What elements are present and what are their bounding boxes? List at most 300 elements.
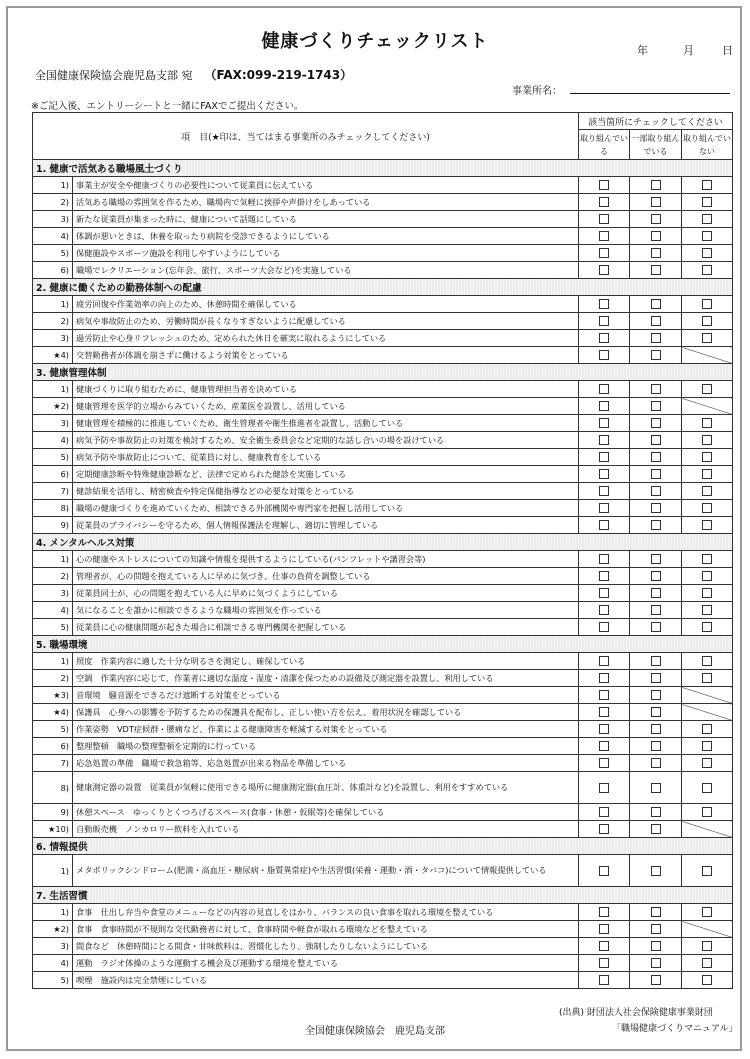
not-applicable-slash — [682, 347, 733, 364]
partly-checkbox[interactable] — [651, 924, 661, 934]
checkbox-cell — [579, 721, 630, 738]
checkbox-cell — [630, 500, 682, 517]
section-title: 5. 職場環境 — [33, 636, 733, 653]
item-number: 6) — [33, 738, 73, 755]
item-text: 職場の健康づくりを進めていくため、相談できる外部機関や専門家を把握し活用している — [73, 500, 579, 517]
checkbox-cell — [682, 972, 733, 989]
section-title: 1. 健康で活気ある職場風土づくり — [33, 160, 733, 177]
item-text: 健康管理を医学的立場からみていくため、産業医を設置し、活用している — [73, 398, 579, 415]
partly-checkbox[interactable] — [651, 452, 661, 462]
item-text: 病気予防や事故防止の対策を検討するため、安全衛生委員会など定期的な話し合いの場を設けている — [73, 432, 579, 449]
item-number: 1) — [33, 177, 73, 194]
section-title: 6. 情報提供 — [33, 838, 733, 855]
header-doing: 取り組んでいる — [579, 130, 630, 160]
not-doing-checkbox[interactable] — [702, 469, 712, 479]
partly-checkbox[interactable] — [651, 907, 661, 917]
checkbox-cell — [682, 211, 733, 228]
checkbox-cell — [579, 177, 630, 194]
checkbox-cell — [579, 972, 630, 989]
item-number: 1) — [33, 296, 73, 313]
checkbox-cell — [630, 483, 682, 500]
checkbox-cell — [630, 517, 682, 534]
doing-checkbox[interactable] — [599, 941, 609, 951]
doing-checkbox[interactable] — [599, 707, 609, 717]
checkbox-cell — [682, 432, 733, 449]
checklist-row — [33, 483, 733, 500]
not-doing-checkbox[interactable] — [702, 907, 712, 917]
checklist-row — [33, 415, 733, 432]
checkbox-cell — [579, 653, 630, 670]
checkbox-cell — [630, 904, 682, 921]
checkbox-cell — [579, 296, 630, 313]
recipient-line — [35, 66, 352, 83]
checklist-row — [33, 704, 733, 721]
item-text: 作業姿勢 VDT症候群・腰痛など、作業による健康障害を軽減する対策をとっている — [73, 721, 579, 738]
partly-checkbox[interactable] — [651, 214, 661, 224]
not-applicable-slash — [682, 398, 733, 415]
item-text: 活気ある職場の雰囲気を作るため、職場内で気軽に挨拶や声掛けをしあっている — [73, 194, 579, 211]
checklist-row — [33, 211, 733, 228]
item-text: 管理者が、心の問題を抱えている人に早めに気づき、仕事の負荷を調整している — [73, 568, 579, 585]
not-doing-checkbox[interactable] — [702, 958, 712, 968]
item-text: 保護具 心身への影響を予防するための保護具を配布し、正しい使い方を伝え、着用状況を確認している — [73, 704, 579, 721]
checklist-row — [33, 228, 733, 245]
partly-checkbox[interactable] — [651, 783, 661, 793]
fax-number: （FAX:099-219-1743） — [204, 68, 353, 82]
item-number: 7) — [33, 483, 73, 500]
partly-checkbox[interactable] — [651, 418, 661, 428]
item-number: 5) — [33, 972, 73, 989]
checkbox-cell — [682, 738, 733, 755]
doing-checkbox[interactable] — [599, 571, 609, 581]
checkbox-cell — [579, 398, 630, 415]
item-text: メタボリックシンドローム(肥満・高血圧・糖尿病・脂質異常症)や生活習慣(栄養・運動・酒・タバコ)について情報提供している — [73, 855, 579, 887]
item-number: 9) — [33, 804, 73, 821]
doing-checkbox[interactable] — [599, 588, 609, 598]
checkbox-cell — [579, 687, 630, 704]
checklist-row — [33, 772, 733, 804]
doing-checkbox[interactable] — [599, 975, 609, 985]
partly-checkbox[interactable] — [651, 758, 661, 768]
checklist-row — [33, 432, 733, 449]
partly-checkbox[interactable] — [651, 571, 661, 581]
section-row — [33, 279, 733, 296]
checklist-row — [33, 262, 733, 279]
partly-checkbox[interactable] — [651, 231, 661, 241]
checkbox-cell — [630, 551, 682, 568]
checkbox-cell — [682, 177, 733, 194]
checkbox-cell — [630, 432, 682, 449]
item-number: 5) — [33, 721, 73, 738]
item-text: 心の健康やストレスについての知識や情報を提供するようにしている(パンフレットや講習会等) — [73, 551, 579, 568]
partly-checkbox[interactable] — [651, 958, 661, 968]
doing-checkbox[interactable] — [599, 469, 609, 479]
checkbox-cell — [682, 619, 733, 636]
checkbox-cell — [579, 955, 630, 972]
checkbox-cell — [579, 755, 630, 772]
not-applicable-slash — [682, 821, 733, 838]
checklist-row — [33, 755, 733, 772]
checkbox-cell — [579, 262, 630, 279]
checkbox-cell — [682, 483, 733, 500]
not-doing-checkbox[interactable] — [702, 316, 712, 326]
checkbox-cell — [579, 245, 630, 262]
item-number: 2) — [33, 313, 73, 330]
checklist-row — [33, 821, 733, 838]
source-line-1: (出典) 財団法人社会保険健康事業財団 — [559, 1008, 713, 1018]
doing-checkbox[interactable] — [599, 758, 609, 768]
checkbox-cell — [682, 381, 733, 398]
item-number: 1) — [33, 551, 73, 568]
item-text: 休憩スペース ゆっくりとくつろげるスペース(食事・休憩・仮眠等)を確保している — [73, 804, 579, 821]
checkbox-cell — [630, 602, 682, 619]
item-number: 9) — [33, 517, 73, 534]
section-row — [33, 364, 733, 381]
partly-checkbox[interactable] — [651, 248, 661, 258]
not-doing-checkbox[interactable] — [702, 807, 712, 817]
checkbox-cell — [579, 211, 630, 228]
not-doing-checkbox[interactable] — [702, 265, 712, 275]
doing-checkbox[interactable] — [599, 690, 609, 700]
doing-checkbox[interactable] — [599, 316, 609, 326]
footer-organization: 全国健康保険協会 鹿児島支部 — [305, 1026, 445, 1037]
checkbox-cell — [630, 772, 682, 804]
checkbox-cell — [630, 330, 682, 347]
checkbox-cell — [579, 330, 630, 347]
item-text: 音環境 騒音源をできるだけ遮断する対策をとっている — [73, 687, 579, 704]
checkbox-cell — [630, 381, 682, 398]
doing-checkbox[interactable] — [599, 783, 609, 793]
checkbox-cell — [630, 296, 682, 313]
not-doing-checkbox[interactable] — [702, 941, 712, 951]
partly-checkbox[interactable] — [651, 180, 661, 190]
checklist-row — [33, 721, 733, 738]
not-doing-checkbox[interactable] — [702, 452, 712, 462]
not-doing-checkbox[interactable] — [702, 180, 712, 190]
not-doing-checkbox[interactable] — [702, 214, 712, 224]
not-doing-checkbox[interactable] — [702, 588, 712, 598]
checklist-row — [33, 313, 733, 330]
partly-checkbox[interactable] — [651, 741, 661, 751]
not-applicable-slash — [682, 704, 733, 721]
checklist-row — [33, 551, 733, 568]
checklist-table — [32, 112, 733, 989]
partly-checkbox[interactable] — [651, 807, 661, 817]
checkbox-cell — [682, 755, 733, 772]
checkbox-cell — [579, 449, 630, 466]
item-number: 3) — [33, 211, 73, 228]
not-doing-checkbox[interactable] — [702, 486, 712, 496]
doing-checkbox[interactable] — [599, 350, 609, 360]
doing-checkbox[interactable] — [599, 231, 609, 241]
partly-checkbox[interactable] — [651, 486, 661, 496]
not-doing-checkbox[interactable] — [702, 333, 712, 343]
item-text: 定期健康診断や特殊健康診断など、法律で定められた健診を実施している — [73, 466, 579, 483]
office-name-field[interactable] — [570, 93, 730, 94]
not-doing-checkbox[interactable] — [702, 554, 712, 564]
item-number: 4) — [33, 955, 73, 972]
submission-note: ※ご記入後、エントリーシートと一緒にFAXでご提出ください。 — [31, 101, 304, 112]
partly-checkbox[interactable] — [651, 350, 661, 360]
checkbox-cell — [630, 194, 682, 211]
partly-checkbox[interactable] — [651, 197, 661, 207]
item-number: 1) — [33, 855, 73, 887]
not-doing-checkbox[interactable] — [702, 724, 712, 734]
item-text: 応急処置の準備 職場で救急箱等、応急処置が出来る物品を準備している — [73, 755, 579, 772]
checklist-row — [33, 194, 733, 211]
doing-checkbox[interactable] — [599, 520, 609, 530]
partly-checkbox[interactable] — [651, 824, 661, 834]
item-number: 1) — [33, 904, 73, 921]
checkbox-cell — [579, 228, 630, 245]
doing-checkbox[interactable] — [599, 265, 609, 275]
partly-checkbox[interactable] — [651, 469, 661, 479]
checkbox-cell — [630, 585, 682, 602]
checklist-row — [33, 398, 733, 415]
doing-checkbox[interactable] — [599, 333, 609, 343]
doing-checkbox[interactable] — [599, 824, 609, 834]
not-doing-checkbox[interactable] — [702, 503, 712, 513]
checkbox-cell — [630, 449, 682, 466]
checkbox-cell — [630, 972, 682, 989]
checkbox-cell — [579, 347, 630, 364]
checkbox-cell — [579, 313, 630, 330]
source-line-2: 「職場健康づくりマニュアル」 — [612, 1024, 738, 1034]
checkbox-cell — [630, 821, 682, 838]
doing-checkbox[interactable] — [599, 622, 609, 632]
item-text: 体調が悪いときは、休養を取ったり病院を受診できるようにしている — [73, 228, 579, 245]
doing-checkbox[interactable] — [599, 866, 609, 876]
not-doing-checkbox[interactable] — [702, 248, 712, 258]
checkbox-cell — [630, 228, 682, 245]
not-doing-checkbox[interactable] — [702, 673, 712, 683]
checkbox-cell — [630, 704, 682, 721]
item-text: 運動 ラジオ体操のような運動する機会及び運動する環境を整えている — [73, 955, 579, 972]
checkbox-cell — [630, 466, 682, 483]
doing-checkbox[interactable] — [599, 248, 609, 258]
not-doing-checkbox[interactable] — [702, 866, 712, 876]
item-number: 5) — [33, 619, 73, 636]
not-applicable-slash — [682, 921, 733, 938]
item-number: 3) — [33, 585, 73, 602]
partly-checkbox[interactable] — [651, 866, 661, 876]
checkbox-cell — [579, 772, 630, 804]
checklist-row — [33, 568, 733, 585]
checkbox-cell — [682, 449, 733, 466]
partly-checkbox[interactable] — [651, 520, 661, 530]
not-doing-checkbox[interactable] — [702, 435, 712, 445]
item-text: 気になることを誰かに相談できるような職場の雰囲気を作っている — [73, 602, 579, 619]
checkbox-cell — [579, 821, 630, 838]
item-text: 空調 作業内容に応じて、作業者に適切な温度・湿度・清潔を保つための設備及び測定器を設置し、利用している — [73, 670, 579, 687]
checkbox-cell — [682, 500, 733, 517]
partly-checkbox[interactable] — [651, 384, 661, 394]
checkbox-cell — [579, 568, 630, 585]
partly-checkbox[interactable] — [651, 690, 661, 700]
partly-checkbox[interactable] — [651, 605, 661, 615]
doing-checkbox[interactable] — [599, 924, 609, 934]
doing-checkbox[interactable] — [599, 299, 609, 309]
item-number: 2) — [33, 568, 73, 585]
checkbox-cell — [630, 313, 682, 330]
checklist-row — [33, 177, 733, 194]
checkbox-cell — [630, 619, 682, 636]
section-row — [33, 887, 733, 904]
not-doing-checkbox[interactable] — [702, 622, 712, 632]
checkbox-cell — [682, 855, 733, 887]
item-number: 2) — [33, 670, 73, 687]
not-doing-checkbox[interactable] — [702, 605, 712, 615]
checkbox-cell — [579, 704, 630, 721]
item-text: 交替勤務者が体調を崩さずに働けるよう対策をとっている — [73, 347, 579, 364]
not-doing-checkbox[interactable] — [702, 231, 712, 241]
item-number: 6) — [33, 466, 73, 483]
partly-checkbox[interactable] — [651, 503, 661, 513]
partly-checkbox[interactable] — [651, 316, 661, 326]
doing-checkbox[interactable] — [599, 807, 609, 817]
checkbox-cell — [630, 398, 682, 415]
checkbox-cell — [579, 432, 630, 449]
item-number: 4) — [33, 432, 73, 449]
checkbox-cell — [630, 921, 682, 938]
doing-checkbox[interactable] — [599, 418, 609, 428]
checkbox-cell — [682, 602, 733, 619]
not-doing-checkbox[interactable] — [702, 299, 712, 309]
partly-checkbox[interactable] — [651, 707, 661, 717]
checklist-row — [33, 296, 733, 313]
checkbox-cell — [682, 551, 733, 568]
checklist-row — [33, 330, 733, 347]
item-text: 食事 食事時間が不規則な交代勤務者に対して、食事時間や軽食が取れる環境などを整えている — [73, 921, 579, 938]
not-doing-checkbox[interactable] — [702, 571, 712, 581]
doing-checkbox[interactable] — [599, 741, 609, 751]
not-doing-checkbox[interactable] — [702, 656, 712, 666]
partly-checkbox[interactable] — [651, 656, 661, 666]
doing-checkbox[interactable] — [599, 452, 609, 462]
doing-checkbox[interactable] — [599, 724, 609, 734]
item-number: 4) — [33, 228, 73, 245]
checkbox-cell — [630, 855, 682, 887]
doing-checkbox[interactable] — [599, 554, 609, 564]
doing-checkbox[interactable] — [599, 605, 609, 615]
checkbox-cell — [630, 755, 682, 772]
partly-checkbox[interactable] — [651, 554, 661, 564]
header-item: 項 目(★印は、当てはまる事業所のみチェックしてください) — [33, 113, 579, 160]
item-number: 8) — [33, 772, 73, 804]
office-name-label: 事業所名： — [512, 86, 562, 97]
doing-checkbox[interactable] — [599, 503, 609, 513]
item-number: 2) — [33, 194, 73, 211]
item-number: ★4) — [33, 704, 73, 721]
item-text: 間食など 休憩時間にとる間食・甘味飲料は、習慣化したり、強制したりしないようにしている — [73, 938, 579, 955]
partly-checkbox[interactable] — [651, 265, 661, 275]
doing-checkbox[interactable] — [599, 384, 609, 394]
checkbox-cell — [630, 262, 682, 279]
item-text: 健康づくりに取り組むために、健康管理担当者を決めている — [73, 381, 579, 398]
checkbox-cell — [630, 938, 682, 955]
checkbox-cell — [682, 517, 733, 534]
checkbox-cell — [630, 568, 682, 585]
item-text: 自動販売機 ノンカロリー飲料を入れている — [73, 821, 579, 838]
not-applicable-slash — [682, 687, 733, 704]
checkbox-cell — [682, 330, 733, 347]
doing-checkbox[interactable] — [599, 673, 609, 683]
checklist-row — [33, 855, 733, 887]
partly-checkbox[interactable] — [651, 299, 661, 309]
not-doing-checkbox[interactable] — [702, 520, 712, 530]
not-doing-checkbox[interactable] — [702, 783, 712, 793]
section-row — [33, 534, 733, 551]
item-text: 病気予防や事故防止について、従業員に対し、健康教育をしている — [73, 449, 579, 466]
checklist-row — [33, 466, 733, 483]
partly-checkbox[interactable] — [651, 435, 661, 445]
partly-checkbox[interactable] — [651, 622, 661, 632]
checklist-row — [33, 653, 733, 670]
not-doing-checkbox[interactable] — [702, 975, 712, 985]
item-number: 5) — [33, 245, 73, 262]
checkbox-cell — [682, 296, 733, 313]
doing-checkbox[interactable] — [599, 180, 609, 190]
doing-checkbox[interactable] — [599, 401, 609, 411]
doing-checkbox[interactable] — [599, 907, 609, 917]
checkbox-cell — [579, 619, 630, 636]
partly-checkbox[interactable] — [651, 724, 661, 734]
item-number: 4) — [33, 602, 73, 619]
item-number: 8) — [33, 500, 73, 517]
checkbox-cell — [579, 670, 630, 687]
section-title: 2. 健康に働くための勤務体制への配慮 — [33, 279, 733, 296]
not-doing-checkbox[interactable] — [702, 758, 712, 768]
checkbox-cell — [630, 738, 682, 755]
checkbox-cell — [630, 653, 682, 670]
partly-checkbox[interactable] — [651, 401, 661, 411]
partly-checkbox[interactable] — [651, 333, 661, 343]
section-row — [33, 838, 733, 855]
not-doing-checkbox[interactable] — [702, 741, 712, 751]
doing-checkbox[interactable] — [599, 656, 609, 666]
date-day-label: 日 — [722, 44, 733, 57]
item-text: 健診結果を活用し、精密検査や特定保健指導などの必要な対策をとっている — [73, 483, 579, 500]
doing-checkbox[interactable] — [599, 958, 609, 968]
not-doing-checkbox[interactable] — [702, 197, 712, 207]
checkbox-cell — [682, 313, 733, 330]
doing-checkbox[interactable] — [599, 197, 609, 207]
header-not-doing: 取り組んでいない — [682, 130, 733, 160]
partly-checkbox[interactable] — [651, 941, 661, 951]
checkbox-cell — [579, 855, 630, 887]
checklist-row — [33, 381, 733, 398]
not-doing-checkbox[interactable] — [702, 384, 712, 394]
item-text: 整理整頓 職場の整理整頓を定期的に行っている — [73, 738, 579, 755]
checkbox-cell — [630, 211, 682, 228]
doing-checkbox[interactable] — [599, 214, 609, 224]
checkbox-cell — [682, 955, 733, 972]
not-doing-checkbox[interactable] — [702, 418, 712, 428]
item-number: ★10) — [33, 821, 73, 838]
doing-checkbox[interactable] — [599, 486, 609, 496]
doing-checkbox[interactable] — [599, 435, 609, 445]
item-number: ★2) — [33, 398, 73, 415]
partly-checkbox[interactable] — [651, 975, 661, 985]
checkbox-cell — [630, 415, 682, 432]
checkbox-cell — [579, 602, 630, 619]
partly-checkbox[interactable] — [651, 588, 661, 598]
checkbox-cell — [579, 585, 630, 602]
section-title: 7. 生活習慣 — [33, 887, 733, 904]
checkbox-cell — [682, 415, 733, 432]
partly-checkbox[interactable] — [651, 673, 661, 683]
checkbox-cell — [579, 738, 630, 755]
